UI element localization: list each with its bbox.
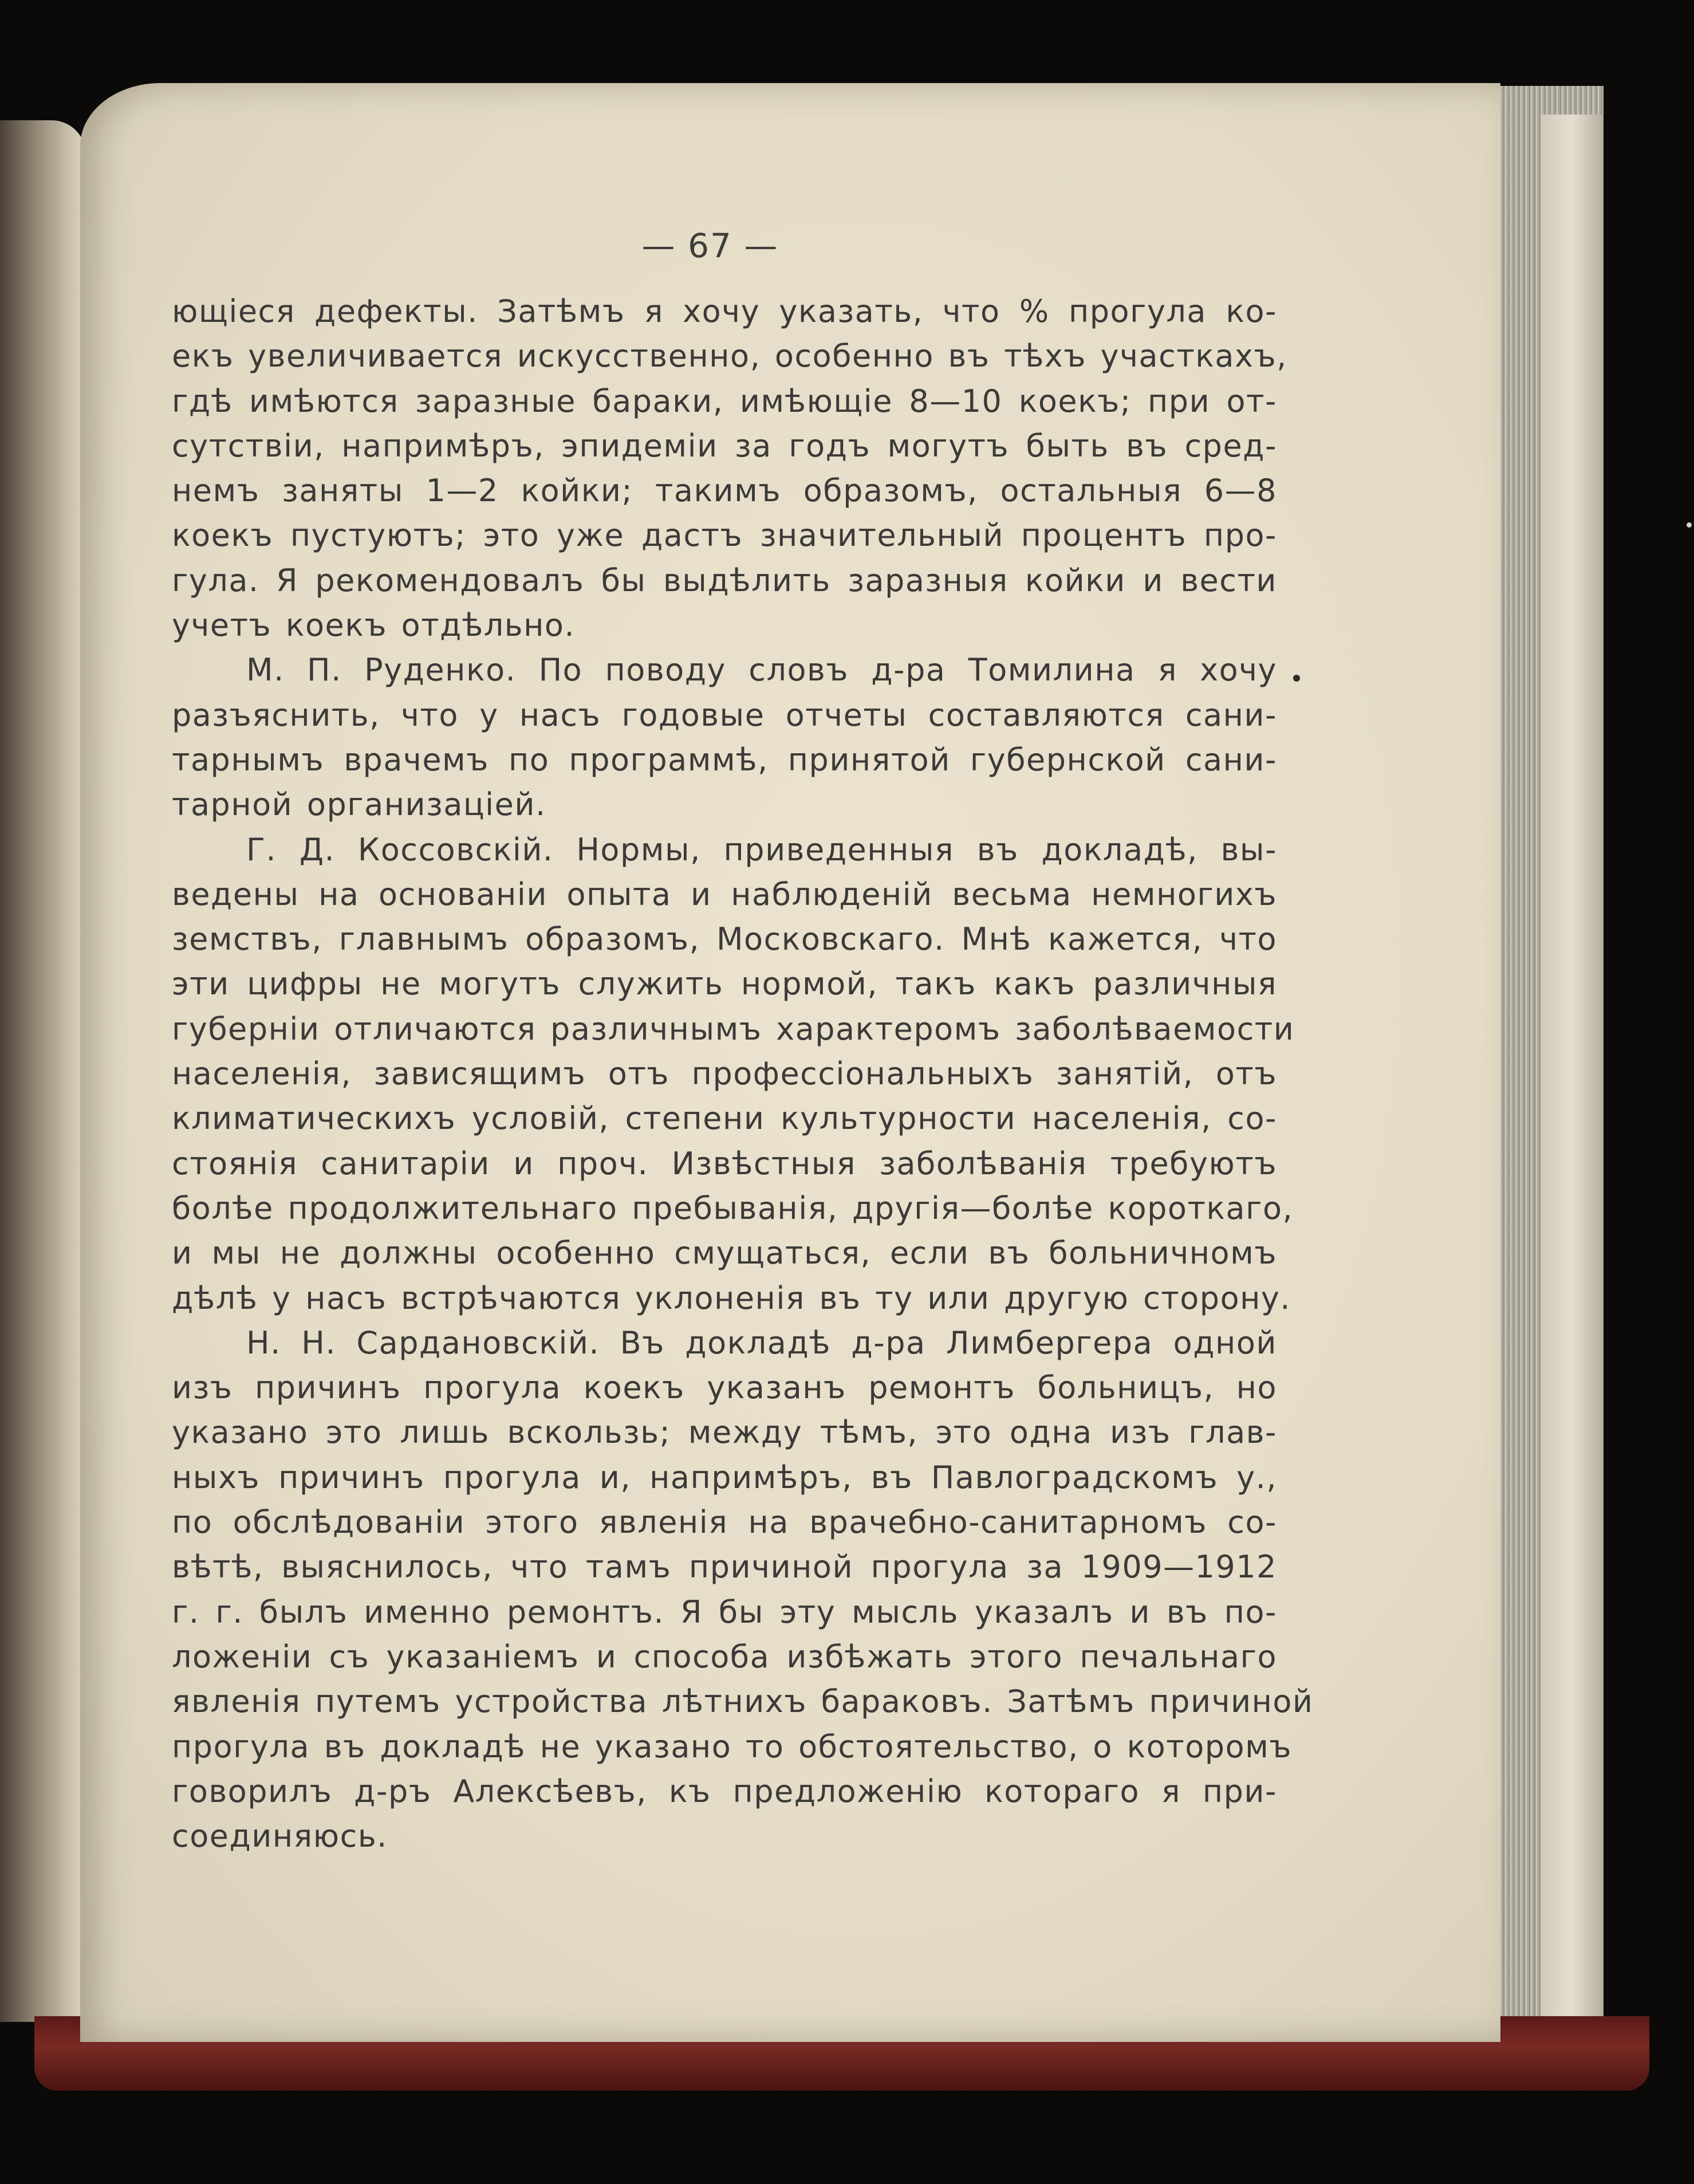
- text-line: ложеніи съ указаніемъ и способа избѣжать этого печальнаго: [172, 1638, 1277, 1675]
- speaker-paragraph-start: Г. Д. Коссовскій. Нормы, приведенныя въ докладѣ, вы-: [246, 831, 1277, 868]
- text-line: коекъ пустуютъ; это уже дастъ значительный процентъ про-: [172, 517, 1277, 554]
- speaker-paragraph-start: Н. Н. Сардановскій. Въ докладѣ д-ра Лимбергера одной: [246, 1324, 1277, 1361]
- text-line: г. г. былъ именно ремонтъ. Я бы эту мысль указалъ и въ по-: [172, 1593, 1277, 1630]
- text-line: болѣе продолжительнаго пребыванія, другія—болѣе короткаго,: [172, 1190, 1294, 1226]
- text-line: указано это лишь вскользь; между тѣмъ, это одна изъ глав-: [172, 1414, 1277, 1451]
- text-line: разъяснить, что у насъ годовые отчеты составляются сани-: [172, 696, 1277, 733]
- text-line: тарной организаціей.: [172, 786, 546, 823]
- text-line: вѣтѣ, выяснилось, что тамъ причиной прогула за 1909—1912: [172, 1549, 1277, 1585]
- text-line: ведены на основаніи опыта и наблюденій весьма немногихъ: [172, 876, 1277, 912]
- page-number: — 67 —: [641, 226, 779, 265]
- text-line: губерніи отличаются различнымъ характеромъ заболѣваемости: [172, 1010, 1295, 1047]
- text-line: ющіеся дефекты. Затѣмъ я хочу указать, что % прогула ко-: [172, 293, 1277, 329]
- text-line: и мы не должны особенно смущаться, если въ больничномъ: [172, 1235, 1277, 1272]
- text-line: населенія, зависящимъ отъ профессіональныхъ занятій, отъ: [172, 1056, 1277, 1092]
- text-line: земствъ, главнымъ образомъ, Московскаго. Мнѣ кажется, что: [172, 921, 1277, 958]
- text-line: екъ увеличивается искусственно, особенно въ тѣхъ участкахъ,: [172, 338, 1287, 375]
- text-line: изъ причинъ прогула коекъ указанъ ремонтъ больницъ, но: [172, 1370, 1277, 1406]
- text-line: немъ заняты 1—2 койки; такимъ образомъ, остальныя 6—8: [172, 473, 1277, 509]
- text-line: учетъ коекъ отдѣльно.: [172, 607, 576, 644]
- text-line: эти цифры не могутъ служить нормой, такъ какъ различныя: [172, 966, 1277, 1002]
- text-line: по обслѣдованіи этого явленія на врачебно-санитарномъ со-: [172, 1504, 1277, 1541]
- text-line: гдѣ имѣются заразные бараки, имѣющіе 8—10 коекъ; при от-: [172, 383, 1277, 419]
- text-line: прогула въ докладѣ не указано то обстоятельство, о которомъ: [172, 1728, 1292, 1765]
- page-body-text: [172, 289, 1314, 1859]
- text-line: стоянія санитаріи и проч. Извѣстныя заболѣванія требуютъ: [172, 1145, 1277, 1182]
- edge-dust-speck: [1687, 522, 1692, 528]
- text-line: гула. Я рекомендовалъ бы выдѣлить заразныя койки и вести: [172, 562, 1277, 599]
- left-page-edge: [0, 120, 86, 2022]
- text-line: дѣлѣ у насъ встрѣчаются уклоненія въ ту или другую сторону.: [172, 1280, 1291, 1316]
- book-cover-edge: [1541, 115, 1604, 2022]
- margin-dot-mark: [1293, 675, 1300, 682]
- text-line: соединяюсь.: [172, 1818, 388, 1855]
- text-line: тарнымъ врачемъ по программѣ, принятой губернской сани-: [172, 741, 1277, 778]
- text-line: явленія путемъ устройства лѣтнихъ бараковъ. Затѣмъ причиной: [172, 1683, 1314, 1720]
- text-line: климатическихъ условій, степени культурности населенія, со-: [172, 1100, 1277, 1137]
- text-line: ныхъ причинъ прогула и, напримѣръ, въ Павлоградскомъ у.,: [172, 1459, 1277, 1496]
- speaker-paragraph-start: М. П. Руденко. По поводу словъ д-ра Томилина я хочу: [246, 652, 1277, 688]
- text-line: сутствіи, напримѣръ, эпидеміи за годъ могутъ быть въ сред-: [172, 427, 1277, 464]
- text-line: говорилъ д-ръ Алексѣевъ, къ предложенію котораго я при-: [172, 1773, 1277, 1809]
